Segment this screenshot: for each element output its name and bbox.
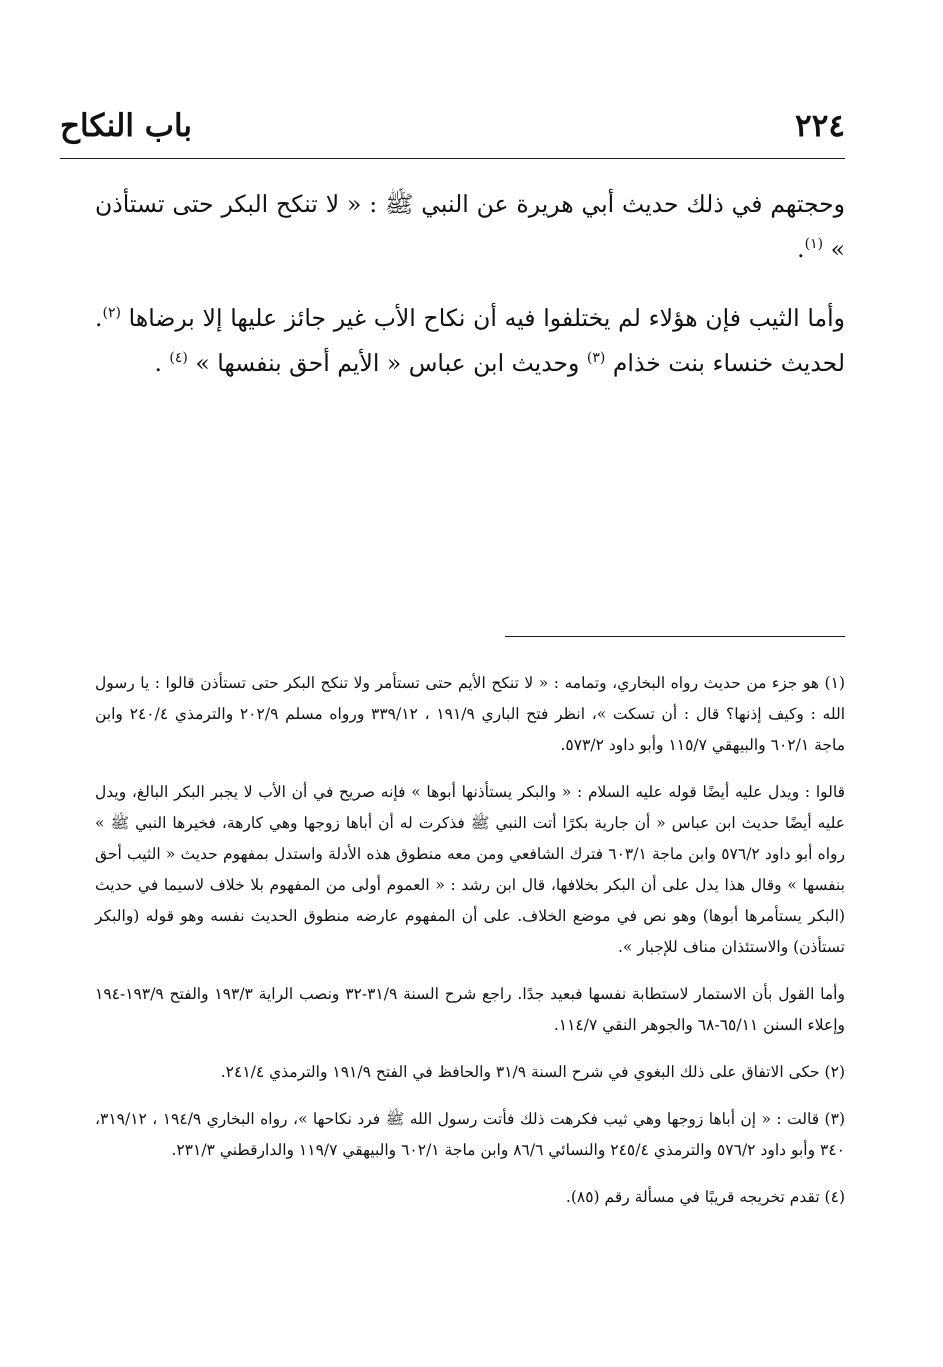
- header-divider: [60, 158, 845, 159]
- footnote-4: (٤) تقدم تخريجه قريبًا في مسألة رقم (٨٥).: [565, 1188, 845, 1206]
- main-paragraph-1-text: وحجتهم في ذلك حديث أبي هريرة عن النبي ﷺ : « لا تنكح البكر حتى تستأذن »: [95, 190, 845, 263]
- main-paragraph-1-end: .: [797, 235, 805, 263]
- main-paragraph-2-text: وأما الثيب فإن هؤلاء لم يختلفوا فيه أن نكاح الأب غير جائز عليها إلا برضاها: [128, 304, 845, 332]
- footnote-ref-1: (١): [804, 236, 824, 253]
- footnote-ref-4: (٤): [169, 350, 188, 367]
- main-paragraph-2-mid2: وحديث ابن عباس « الأيم أحق بنفسها »: [195, 349, 580, 377]
- main-paragraph-2-end: .: [154, 349, 162, 377]
- main-paragraph-1: [95, 182, 845, 272]
- main-text: [95, 182, 845, 410]
- footnotes: [95, 668, 845, 1229]
- page-header: [60, 104, 845, 148]
- footnote-ref-2: (٢): [102, 305, 121, 322]
- footnote-1: (١) هو جزء من حديث رواه البخاري، وتمامه : « لا تنكح الأيم حتى تستأمر ولا تنكح البكر حتى تستأذن قالوا : يا رسول الله : وكيف إذنها؟ قال : أن تسكت »، انظر فتح الباري ١٩١/٩ ، ٣٣٩/١٢ ورواه مسلم ٢٠٢/٩ والترمذي ٢٤٠/٤ وابن ماجة ٦٠٢/١ والبيهقي ١١٥/٧ وأبو داود ٥٧٣/٢.: [95, 674, 845, 754]
- footnote-3: (٣) قالت : « إن أباها زوجها وهي ثيب فكرهت ذلك فأتت رسول الله ﷺ فرد نكاحها »، رواه البخاري ١٩٤/٩ ، ٣١٩/١٢، ٣٤٠ وأبو داود ٥٧٦/٢ والترمذي ٢٤٥/٤ والنسائي ٨٦/٦ وابن ماجة ٦٠٢/١ والبيهقي ١١٩/٧ والدارقطني ٢٣١/٣.: [95, 1110, 845, 1159]
- page-number: ٢٢٤: [795, 108, 845, 144]
- footnote-2: (٢) حكى الاتفاق على ذلك البغوي في شرح السنة ٣١/٩ والحافظ في الفتح ١٩١/٩ والترمذي ٢٤١/٤.: [220, 1063, 845, 1081]
- footnote-1-continuation-1: قالوا : ويدل عليه أيضًا قوله عليه السلام : « والبكر يستأذنها أبوها » فإنه صريح في أن الأب لا يجبر البكر البالغ، ويدل عليه أيضًا حديث ابن عباس « أن جارية بكرًا أتت النبي ﷺ فذكرت له أن أباها زوجها وهي كارهة، فخيرها النبي ﷺ » رواه أبو داود ٥٧٦/٢ وابن ماجة ٦٠٣/١ فترك الشافعي ومن معه منطوق هذه الأدلة واستدل بمفهوم حديث « الثيب أحق بنفسها » وقال هذا يدل على أن البكر بخلافها، قال ابن رشد : « العموم أولى من المفهوم بلا خلاف لاسيما في حديث (البكر يستأمرها أبوها) وهو نص في موضع الخلاف. على أن المفهوم عارضه منطوق الحديث نفسه وهو قوله (والبكر تستأذن) والاستئذان مناف للإجبار ».: [95, 783, 846, 956]
- footnote-1-continuation-2: وأما القول بأن الاستمار لاستطابة نفسها فبعيد جدًا. راجع شرح السنة ٣١/٩-٣٢ ونصب الراية ١٩٣/٣ والفتح ١٩٣/٩-١٩٤ وإعلاء السنن ٦٥/١١-٦٨ والجوهر النقي ١١٤/٧.: [95, 985, 845, 1034]
- chapter-title: باب النكاح: [60, 108, 193, 144]
- footnote-ref-3: (٣): [586, 350, 606, 367]
- main-paragraph-2-mid: . لحديث خنساء بنت خذام: [95, 304, 845, 377]
- footnotes-divider: [505, 636, 845, 637]
- main-paragraph-2: [95, 296, 845, 386]
